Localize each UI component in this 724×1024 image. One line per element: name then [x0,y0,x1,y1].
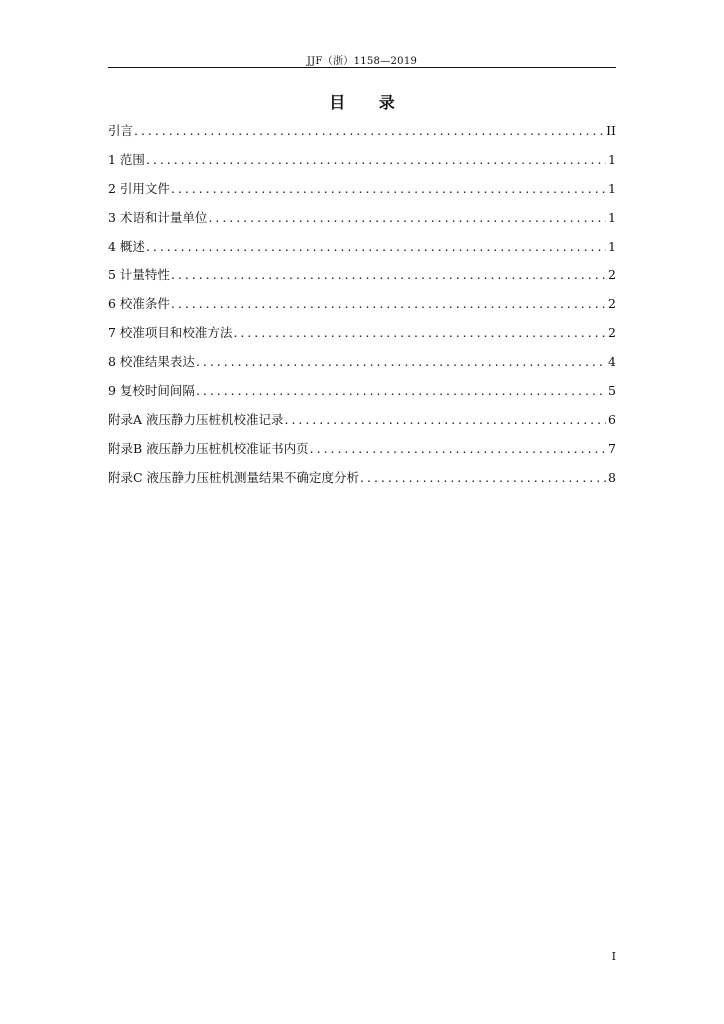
toc-entry-results-expression[interactable] [108,352,616,381]
toc-entry-appendix-a[interactable] [108,410,616,439]
toc-entry-page: 6 [608,411,616,427]
toc-entry-metrological-characteristics[interactable] [108,265,616,294]
dot-leader [310,441,606,456]
toc-entry-label: 4 概述 [108,238,145,254]
toc-entry-recalibration-interval[interactable] [108,381,616,410]
toc-entry-label: 2 引用文件 [108,180,170,196]
dot-leader [285,412,607,427]
toc-entry-calibration-methods[interactable] [108,323,616,352]
toc-entry-label: 附录B 液压静力压桩机校准证书内页 [108,440,309,456]
toc-entry-label: 7 校准项目和校准方法 [108,325,233,341]
toc-title: 目 录 [329,93,409,112]
toc-entry-terms-units[interactable] [108,208,616,237]
dot-leader [196,383,606,398]
dot-leader [196,354,606,369]
dot-leader [233,325,606,340]
dot-leader [171,181,606,196]
toc-entry-page: 1 [608,151,616,167]
dot-leader [171,296,606,311]
page-number: I [611,950,616,963]
toc-entry-page: II [606,123,616,138]
toc-entry-references[interactable] [108,179,616,208]
toc-entry-foreword[interactable] [108,121,616,150]
toc-entry-page: 5 [608,383,616,399]
toc-entry-page: 1 [608,238,616,254]
dot-leader [208,210,606,225]
toc-entry-overview[interactable] [108,237,616,266]
dot-leader [171,267,606,282]
toc-entry-label: 5 计量特性 [108,267,170,283]
dot-leader [360,470,606,485]
toc-entry-page: 1 [608,209,616,225]
toc-entry-label: 9 复校时间间隔 [108,383,195,399]
toc-entry-appendix-b[interactable] [108,439,616,468]
dot-leader [134,123,604,138]
toc-entry-label: 附录A 液压静力压桩机校准记录 [108,411,284,427]
document-code-header: JJF（浙）1158—2019 [306,56,418,67]
toc-entry-label: 引言 [108,123,134,138]
toc-entry-page: 8 [608,469,616,485]
table-of-contents [108,121,616,497]
toc-entry-label: 6 校准条件 [108,296,170,312]
toc-entry-scope[interactable] [108,150,616,179]
toc-entry-label: 8 校准结果表达 [108,354,195,370]
toc-entry-calibration-conditions[interactable] [108,294,616,323]
toc-entry-page: 2 [608,296,616,312]
toc-entry-page: 4 [608,354,616,370]
toc-entry-page: 2 [608,267,616,283]
toc-entry-appendix-c[interactable] [108,468,616,497]
header-divider [108,67,616,68]
toc-entry-label: 1 范围 [108,151,145,167]
dot-leader [146,152,606,167]
toc-entry-page: 7 [608,440,616,456]
toc-entry-page: 1 [608,180,616,196]
toc-entry-label: 3 术语和计量单位 [108,209,208,225]
toc-entry-label: 附录C 液压静力压桩机测量结果不确定度分析 [108,469,360,485]
toc-entry-page: 2 [608,325,616,341]
dot-leader [146,239,606,254]
